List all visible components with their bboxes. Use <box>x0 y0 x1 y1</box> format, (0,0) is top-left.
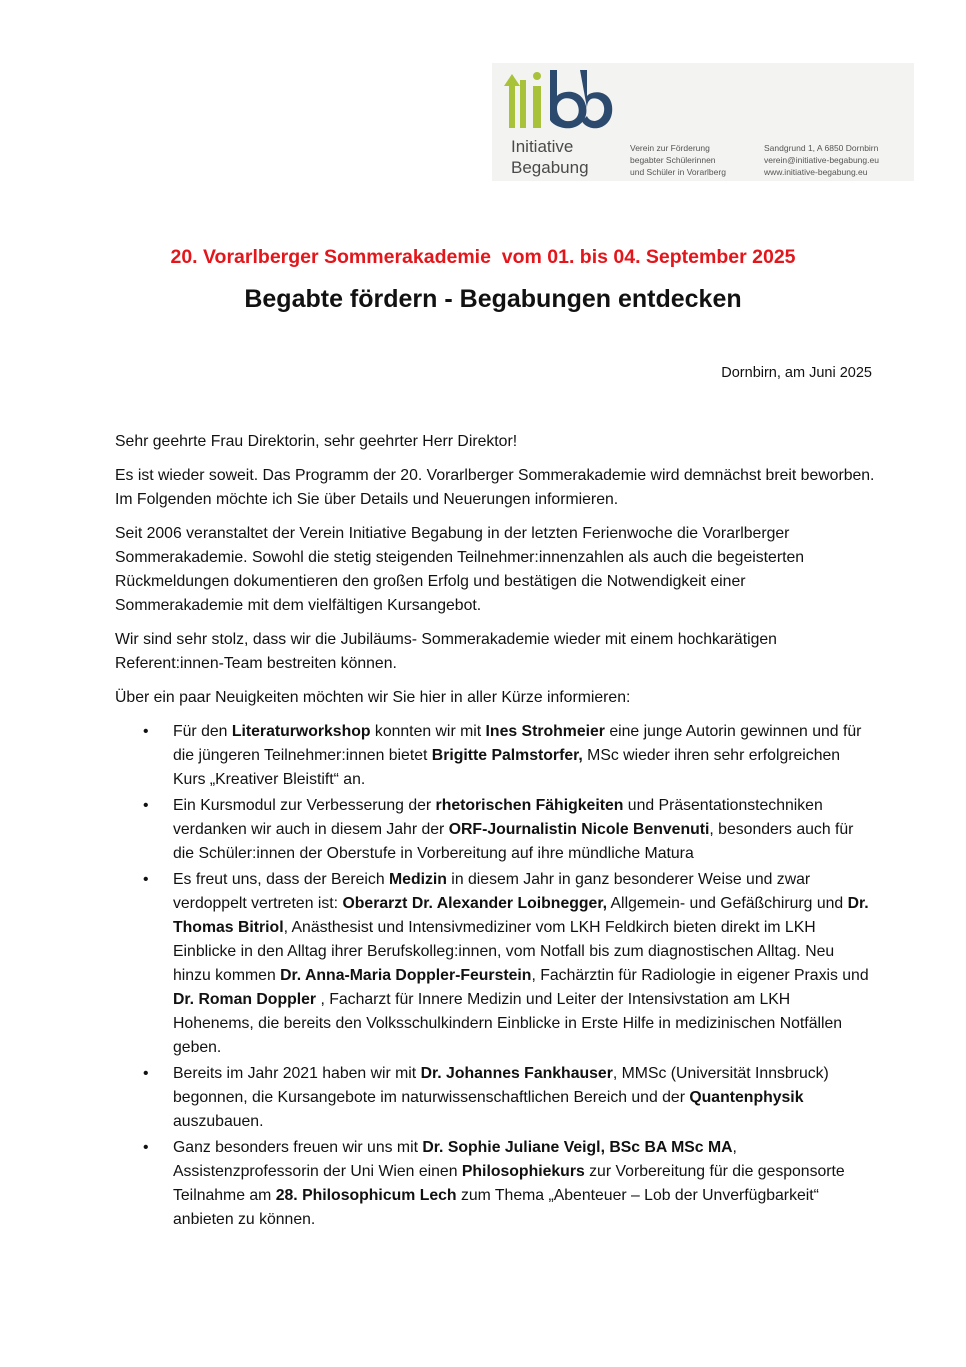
list-item <box>115 720 875 792</box>
paragraph: Seit 2006 veranstaltet der Verein Initiative Begabung in der letzten Ferienwoche die Vorarlberger Sommerakademie. Sowohl die stetig steigenden Teilnehmer:innenzahlen als auch die begeisterten Rückmeldungen dokumentieren den großen Erfolg und bestätigen die Notwendigkeit einer Sommerakademie mit dem vielfältigen Kursangebot. <box>115 525 805 614</box>
text-run: Ganz besonders freuen wir uns mit <box>173 1139 423 1156</box>
paragraph: Über ein paar Neuigkeiten möchten wir Sie hier in aller Kürze informieren: <box>115 689 631 706</box>
bullet-icon: • <box>143 797 149 814</box>
text-run: , Assistenzprofessorin der Uni Wien einen <box>173 1139 737 1180</box>
text-run: Allgemein- und Gefäßchirurg und <box>607 895 848 912</box>
salutation: Sehr geehrte Frau Direktorin, sehr geehrter Herr Direktor! <box>115 433 518 450</box>
text-run: in diesem Jahr in ganz besonderer Weise und zwar verdoppelt vertreten ist: <box>173 871 811 912</box>
text-run: Für den <box>173 723 232 740</box>
bullet-icon: • <box>143 1139 149 1156</box>
list-item-text <box>173 797 853 862</box>
bold-text-run: Dr. Johannes Fankhauser <box>420 1065 613 1082</box>
logo-wordmark <box>511 136 589 178</box>
text-run: und Präsentationstechniken verdanken wir auch in diesem Jahr der <box>173 797 823 838</box>
text-run: auszubauen. <box>173 1113 264 1130</box>
bold-text-run: Literaturworkshop <box>231 723 371 740</box>
list-item-text <box>173 1065 829 1130</box>
date-line: Dornbirn, am Juni 2025 <box>721 365 872 381</box>
text-run: , Anästhesist und Intensivmediziner vom LKH Feldkirch bieten direkt im LKH Einblicke in den Alltag ihrer Berufskolleg:innen, vom Notfall bis zum diagnostischen Alltag. Neu hinzu kommen <box>173 919 835 984</box>
description-line: und Schüler in Vorarlberg <box>630 167 726 177</box>
list-item-text <box>173 1139 845 1228</box>
text-run: , MMSc (Universität Innsbruck) begonnen, die Kursangebote im naturwissenschaftlichen Bereich und der <box>173 1065 829 1106</box>
text-run: Es freut uns, dass der Bereich <box>173 871 389 888</box>
bold-text-run: ORF-Journalistin Nicole Benvenuti <box>448 821 710 838</box>
paragraph: Wir sind sehr stolz, dass wir die Jubiläums- Sommerakademie wieder mit einem hochkarätigen Referent:innen-Team bestreiten können. <box>115 631 777 672</box>
description-line: Verein zur Förderung <box>630 143 710 153</box>
bold-text-run: Quantenphysik <box>689 1089 804 1106</box>
bold-text-run: Dr. Thomas Bitriol <box>173 895 869 936</box>
list-item <box>115 868 875 1060</box>
letter-body <box>115 430 875 1234</box>
text-run: MSc wieder ihren sehr erfolgreichen Kurs „Kreativer Bleistift“ an. <box>173 747 841 788</box>
text-run: zum Thema „Abenteuer – Lob der Unverfügbarkeit“ anbieten zu können. <box>173 1187 819 1228</box>
bold-text-run: Medizin <box>389 871 447 888</box>
list-item <box>115 794 875 866</box>
bullet-icon: • <box>143 871 149 888</box>
main-title: Begabte fördern - Begabungen entdecken <box>244 285 742 313</box>
organization-description <box>630 142 726 178</box>
text-run: eine junge Autorin gewinnen und für die jüngeren Teilnehmer:innen bietet <box>173 723 862 764</box>
bold-text-run: Dr. Roman Doppler <box>173 991 317 1008</box>
description-line: begabter Schülerinnen <box>630 155 716 165</box>
bold-text-run: Dr. Sophie Juliane Veigl, BSc BA MSc MA <box>422 1139 733 1156</box>
text-run: , besonders auch für die Schüler:innen der Oberstufe in Vorbereitung auf ihre mündliche Matura <box>173 821 854 862</box>
bold-text-run: Ines Strohmeier <box>485 723 605 740</box>
bold-text-run: Brigitte Palmstorfer, <box>431 747 583 764</box>
event-title: 20. Vorarlberger Sommerakademie vom 01. bis 04. September 2025 <box>170 246 796 268</box>
bullet-icon: • <box>143 1065 149 1082</box>
email-line: verein@initiative-begabung.eu <box>764 155 879 165</box>
bold-text-run: Dr. Anna-Maria Doppler-Feurstein <box>280 967 532 984</box>
text-run: Bereits im Jahr 2021 haben wir mit <box>173 1065 421 1082</box>
contact-block <box>764 142 879 178</box>
paragraph: Es ist wieder soweit. Das Programm der 20. Vorarlberger Sommerakademie wird demnächst breit beworben. Im Folgenden möchte ich Sie über Details und Neuerungen informieren. <box>115 467 875 508</box>
bold-text-run: Oberarzt Dr. Alexander Loibnegger, <box>342 895 607 912</box>
text-run: Ein Kursmodul zur Verbesserung der <box>173 797 436 814</box>
text-run: , Fachärztin für Radiologie in eigener Praxis und <box>531 967 869 984</box>
address-line: Sandgrund 1, A 6850 Dornbirn <box>764 143 879 153</box>
list-item-text <box>173 723 861 788</box>
news-list <box>115 720 875 1232</box>
initiative-begabung-logo-icon <box>494 66 614 132</box>
bold-text-run: rhetorischen Fähigkeiten <box>435 797 624 814</box>
logo-word-initiative: Initiative <box>511 137 574 156</box>
website-line: www.initiative-begabung.eu <box>764 167 868 177</box>
text-run: , Facharzt für Innere Medizin und Leiter der Intensivstation am LKH Hohenems, die bereits den Volksschulkindern Einblicke in Erste Hilfe in medizinischen Notfällen geben. <box>173 991 843 1056</box>
bullet-icon: • <box>143 723 149 740</box>
bold-text-run: Philosophiekurs <box>461 1163 585 1180</box>
bold-text-run: 28. Philosophicum Lech <box>275 1187 457 1204</box>
logo-word-begabung: Begabung <box>511 158 589 177</box>
text-run: konnten wir mit <box>370 723 486 740</box>
text-run: zur Vorbereitung für die gesponsorte Teilnahme am <box>173 1163 845 1204</box>
list-item <box>115 1062 875 1134</box>
list-item-text <box>173 871 869 1056</box>
list-item <box>115 1136 875 1232</box>
